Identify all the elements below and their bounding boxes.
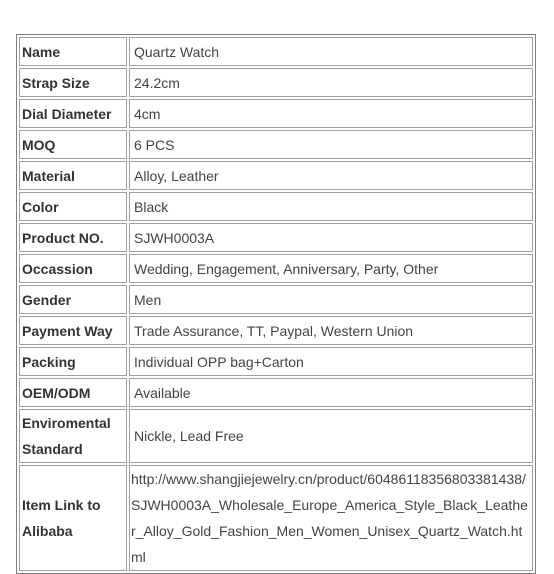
spec-row-packing	[19, 347, 533, 376]
spec-row-strap-size	[19, 68, 533, 97]
spec-row-gender	[19, 285, 533, 314]
product-spec-table	[16, 34, 536, 574]
spec-label: Color	[19, 192, 127, 221]
spec-row-name	[19, 37, 533, 66]
spec-value: 6 PCS	[129, 130, 533, 159]
spec-value: Wedding, Engagement, Anniversary, Party, Other	[129, 254, 533, 283]
spec-label: MOQ	[19, 130, 127, 159]
spec-value: Available	[129, 378, 533, 407]
spec-value: Black	[129, 192, 533, 221]
spec-row-oem-odm	[19, 378, 533, 407]
spec-label: Gender	[19, 285, 127, 314]
spec-value: Nickle, Lead Free	[129, 409, 533, 463]
spec-row-occassion	[19, 254, 533, 283]
item-link[interactable]: http://www.shangjiejewelry.cn/product/60486118356803381438/SJWH0003A_Wholesale_Europe_America_Style_Black_Leather_Alloy_Gold_Fashion_Men_Women_Unisex_Quartz_Watch.html	[129, 465, 533, 571]
spec-label: Enviromental Standard	[19, 409, 127, 463]
spec-value: 4cm	[129, 99, 533, 128]
spec-value: Alloy, Leather	[129, 161, 533, 190]
spec-label: Packing	[19, 347, 127, 376]
spec-label: Product NO.	[19, 223, 127, 252]
spec-value: Trade Assurance, TT, Paypal, Western Union	[129, 316, 533, 345]
spec-label: Item Link to Alibaba	[19, 465, 127, 571]
spec-value: SJWH0003A	[129, 223, 533, 252]
spec-label: Occassion	[19, 254, 127, 283]
spec-label: Payment Way	[19, 316, 127, 345]
spec-row-color	[19, 192, 533, 221]
spec-value: 24.2cm	[129, 68, 533, 97]
spec-value: Men	[129, 285, 533, 314]
spec-value: Individual OPP bag+Carton	[129, 347, 533, 376]
spec-label: OEM/ODM	[19, 378, 127, 407]
spec-row-payment-way	[19, 316, 533, 345]
spec-row-item-link	[19, 465, 533, 571]
spec-value: Quartz Watch	[129, 37, 533, 66]
spec-row-product-no	[19, 223, 533, 252]
spec-row-environmental-standard	[19, 409, 533, 463]
spec-label: Strap Size	[19, 68, 127, 97]
spec-row-material	[19, 161, 533, 190]
spec-label: Dial Diameter	[19, 99, 127, 128]
spec-row-moq	[19, 130, 533, 159]
spec-row-dial-diameter	[19, 99, 533, 128]
spec-label: Name	[19, 37, 127, 66]
spec-label: Material	[19, 161, 127, 190]
